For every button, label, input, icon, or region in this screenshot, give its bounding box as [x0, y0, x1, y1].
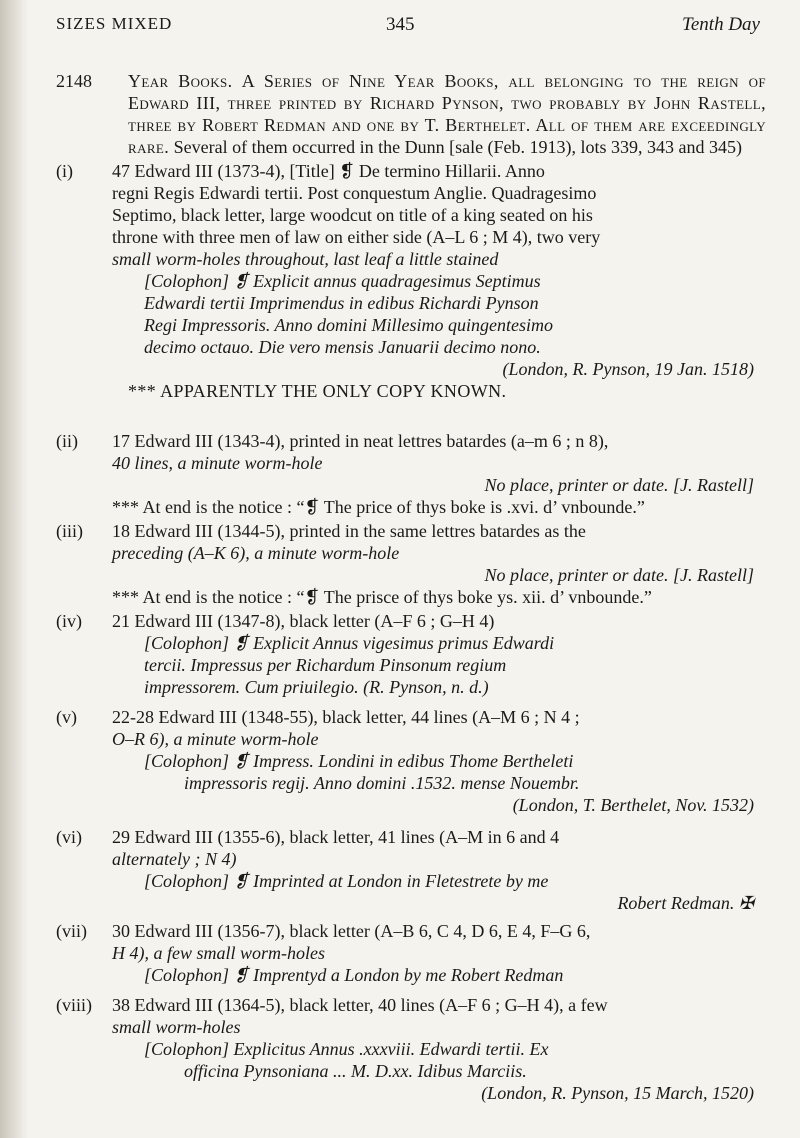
- colophon-line: [Colophon] ❡ Impress. Londini in edibus Thome Bertheleti: [144, 751, 574, 771]
- colophon-line: tercii. Impressus per Richardum Pinsonum regium: [144, 655, 507, 675]
- lot-description-block: [128, 70, 766, 158]
- item-line: regni Regis Edwardi tertii. Post conquestum Anglie. Quadragesimo: [112, 183, 597, 203]
- colophon-line: Regi Impressoris. Anno domini Millesimo quingentesimo: [144, 315, 553, 335]
- item-line: 47 Edward III (1373-4), [Title] ❡ De termino Hillarii. Anno: [112, 161, 545, 181]
- colophon-line: officina Pynsoniana ... M. D.xx. Idibus Marciis.: [184, 1061, 527, 1081]
- item-line: small worm-holes: [112, 1017, 241, 1037]
- colophon-line: impressoris regij. Anno domini .1532. mense Nouembr.: [184, 773, 580, 793]
- item-line: small worm-holes throughout, last leaf a little stained: [112, 249, 499, 269]
- item-line: 21 Edward III (1347-8), black letter (A–F 6 ; G–H 4): [112, 611, 495, 631]
- colophon-line: decimo octauo. Die vero mensis Januarii decimo nono.: [144, 337, 541, 357]
- colophon-line: [Colophon] ❡ Explicit Annus vigesimus primus Edwardi: [144, 633, 555, 653]
- item-line: 17 Edward III (1343-4), printed in neat lettres batardes (a–m 6 ; n 8),: [112, 431, 609, 451]
- item-label: (vii): [56, 921, 87, 941]
- item-line: 40 lines, a minute worm-hole: [112, 453, 323, 473]
- item-ii: [56, 430, 766, 518]
- imprint-line: (London, R. Pynson, 15 March, 1520): [481, 1083, 754, 1103]
- item-v: [56, 706, 766, 816]
- item-line: Septimo, black letter, large woodcut on title of a king seated on his: [112, 205, 593, 225]
- colophon-line: [Colophon] ❡ Imprinted at London in Fletestrete by me: [144, 871, 549, 891]
- item-label: (vi): [56, 827, 82, 847]
- colophon-line: [Colophon] ❡ Explicit annus quadragesimus Septimus: [144, 271, 541, 291]
- item-line: O–R 6), a minute worm-hole: [112, 729, 319, 749]
- imprint-line: (London, R. Pynson, 19 Jan. 1518): [502, 359, 754, 379]
- running-head: [56, 14, 760, 40]
- page-gutter-shadow: [0, 0, 28, 1138]
- item-line: alternately ; N 4): [112, 849, 237, 869]
- item-label: (ii): [56, 431, 78, 451]
- rarity-note: *** APPARENTLY THE ONLY COPY KNOWN.: [128, 381, 507, 401]
- item-label: (iv): [56, 611, 82, 631]
- lot-number: 2148: [56, 71, 92, 91]
- item-line: throne with three men of law on either side (A–L 6 ; M 4), two very: [112, 227, 601, 247]
- item-i: [56, 160, 766, 402]
- colophon-line: [Colophon] Explicitus Annus .xxxviii. Edwardi tertii. Ex: [144, 1039, 549, 1059]
- notice-line: *** At end is the notice : “❡ The price of thys boke is .xvi. d’ vnbounde.”: [112, 497, 645, 517]
- day-heading: Tenth Day: [682, 14, 760, 35]
- colophon-line: Robert Redman. ✠: [617, 893, 754, 913]
- item-vi: [56, 826, 766, 914]
- imprint-line: No place, printer or date. [J. Rastell]: [484, 565, 754, 585]
- item-line: 38 Edward III (1364-5), black letter, 40 lines (A–F 6 ; G–H 4), a few: [112, 995, 608, 1015]
- item-label: (viii): [56, 995, 92, 1015]
- item-label: (i): [56, 161, 73, 181]
- item-line: 22-28 Edward III (1348-55), black letter, 44 lines (A–M 6 ; N 4 ;: [112, 707, 580, 727]
- item-line: 29 Edward III (1355-6), black letter, 41 lines (A–M in 6 and 4: [112, 827, 560, 847]
- imprint-line: (London, T. Berthelet, Nov. 1532): [512, 795, 754, 815]
- section-heading: SIZES MIXED: [56, 14, 173, 33]
- item-iv: [56, 610, 766, 698]
- item-vii: [56, 920, 766, 986]
- item-line: preceding (A–K 6), a minute worm-hole: [112, 543, 400, 563]
- colophon-line: [Colophon] ❡ Imprentyd a London by me Robert Redman: [144, 965, 564, 985]
- imprint-line: No place, printer or date. [J. Rastell]: [484, 475, 754, 495]
- colophon-line: impressorem. Cum priuilegio. (R. Pynson, n. d.): [144, 677, 489, 697]
- lot-title: Year Books.: [128, 71, 233, 91]
- item-line: 18 Edward III (1344-5), printed in the same lettres batardes as the: [112, 521, 586, 541]
- page-number: 345: [386, 14, 415, 35]
- item-line: H 4), a few small worm-holes: [112, 943, 325, 963]
- item-iii: [56, 520, 766, 608]
- colophon-line: Edwardi tertii Imprimendus in edibus Richardi Pynson: [144, 293, 539, 313]
- item-label: (v): [56, 707, 77, 727]
- lot-entry: [56, 70, 766, 158]
- item-line: 30 Edward III (1356-7), black letter (A–B 6, C 4, D 6, E 4, F–G 6,: [112, 921, 591, 941]
- item-label: (iii): [56, 521, 83, 541]
- lot-description: A Series of Nine Year Books, all belonging to the reign of Edward III, three printed by Richard Pynson, two probably by John Rastell, three by Robert Redman and one by T. Berthelet. All of them are exceedingly rare.: [128, 71, 766, 157]
- item-viii: [56, 994, 766, 1104]
- notice-line: *** At end is the notice : “❡ The prisce of thys boke ys. xii. d’ vnbounde.”: [112, 587, 652, 607]
- lot-note: Several of them occurred in the Dunn [sale (Feb. 1913), lots 339, 343 and 345): [173, 137, 743, 157]
